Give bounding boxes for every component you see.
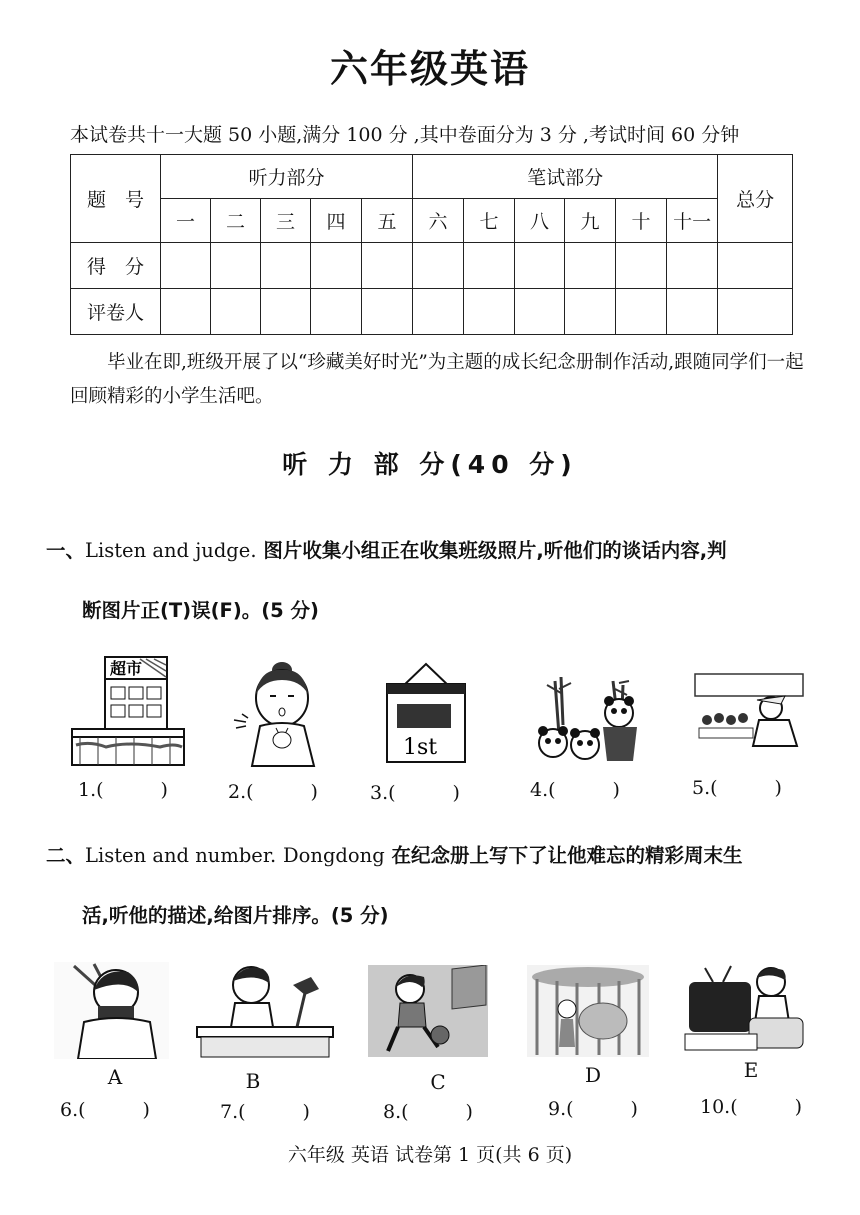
col-6: 六: [413, 199, 464, 243]
grader-cell[interactable]: [413, 289, 464, 335]
col-5: 五: [362, 199, 413, 243]
answer-blank-1[interactable]: 1.( ): [78, 779, 168, 801]
score-cell[interactable]: [261, 243, 311, 289]
row-score-label: 得 分: [71, 243, 161, 289]
q2-prompt-line1: [46, 840, 743, 868]
grader-cell[interactable]: [311, 289, 362, 335]
sneezing-woman-picture: [230, 660, 325, 768]
grader-total-cell[interactable]: [718, 289, 793, 335]
score-cell[interactable]: [515, 243, 565, 289]
col-1: 一: [161, 199, 211, 243]
supermarket-picture: [70, 655, 190, 767]
calendar-picture: [385, 660, 467, 765]
boy-desk-picture: [193, 963, 335, 1058]
score-total-cell[interactable]: [718, 243, 793, 289]
answer-blank-2[interactable]: 2.( ): [228, 781, 318, 803]
picture-label-e: E: [743, 1058, 759, 1082]
score-cell[interactable]: [464, 243, 515, 289]
answer-blank-6[interactable]: 6.( ): [60, 1099, 150, 1121]
score-cell[interactable]: [565, 243, 616, 289]
answer-blank-3[interactable]: 3.( ): [370, 782, 460, 804]
picture-label-d: D: [584, 1063, 602, 1087]
answer-blank-5[interactable]: 5.( ): [692, 777, 782, 799]
q1-english: Listen and judge.: [85, 539, 257, 562]
q2-prompt-line2: 活,听他的描述,给图片排序。(5 分): [82, 904, 389, 927]
grader-cell[interactable]: [362, 289, 413, 335]
col-7: 七: [464, 199, 515, 243]
boy-tv-picture: [683, 962, 805, 1053]
listening-section-title: 听 力 部 分(40 分): [282, 450, 578, 479]
grader-cell[interactable]: [667, 289, 718, 335]
exam-instructions: 本试卷共十一大题 50 小题,满分 100 分 ,其中卷面分为 3 分 ,考试时间 60 分钟: [70, 124, 740, 146]
header-writing: 笔试部分: [413, 155, 718, 199]
col-2: 二: [211, 199, 261, 243]
grader-cell[interactable]: [464, 289, 515, 335]
score-cell[interactable]: [311, 243, 362, 289]
q2-english: Listen and number.: [85, 844, 277, 867]
grader-cell[interactable]: [515, 289, 565, 335]
grader-cell[interactable]: [565, 289, 616, 335]
col-11: 十一: [667, 199, 718, 243]
q1-chinese-1: 图片收集小组正在收集班级照片,听他们的谈话内容,判: [256, 539, 727, 562]
q1-prompt-line2: 断图片正(T)误(F)。(5 分): [82, 599, 319, 622]
score-cell[interactable]: [413, 243, 464, 289]
boy-zoo-picture: [527, 965, 649, 1057]
answer-blank-10[interactable]: 10.( ): [700, 1096, 803, 1118]
intro-paragraph: 毕业在即,班级开展了以“珍藏美好时光”为主题的成长纪念册制作活动,跟随同学们一起回顾精彩的小学生活吧。: [70, 352, 804, 407]
col-9: 九: [565, 199, 616, 243]
col-10: 十: [616, 199, 667, 243]
supermarket-sign: 超市: [110, 659, 143, 678]
header-listening: 听力部分: [161, 155, 413, 199]
q2-name: Dongdong: [283, 844, 385, 867]
answer-blank-7[interactable]: 7.( ): [220, 1101, 310, 1123]
boy-kite-picture: [54, 962, 169, 1059]
boy-basketball-picture: [368, 965, 488, 1057]
header-question-no: 题 号: [71, 155, 161, 243]
grader-cell[interactable]: [211, 289, 261, 335]
answer-blank-4[interactable]: 4.( ): [530, 779, 620, 801]
answer-blank-9[interactable]: 9.( ): [548, 1098, 638, 1120]
score-cell[interactable]: [362, 243, 413, 289]
q2-number: 二、: [46, 844, 86, 867]
score-cell[interactable]: [211, 243, 261, 289]
col-4: 四: [311, 199, 362, 243]
grader-cell[interactable]: [161, 289, 211, 335]
picture-label-b: B: [245, 1069, 261, 1093]
header-total: 总分: [718, 155, 793, 243]
score-cell[interactable]: [667, 243, 718, 289]
picture-label-c: C: [430, 1070, 446, 1094]
page-footer: 六年级 英语 试卷第 1 页(共 6 页): [287, 1144, 573, 1166]
row-grader-label: 评卷人: [71, 289, 161, 335]
q2-chinese-1: 在纪念册上写下了让他难忘的精彩周末生: [384, 844, 743, 867]
grader-cell[interactable]: [616, 289, 667, 335]
page-title: 六年级英语: [329, 46, 530, 91]
q1-number: 一、: [46, 539, 86, 562]
score-table: [70, 154, 793, 335]
col-8: 八: [515, 199, 565, 243]
q1-prompt-line1: [46, 535, 727, 563]
calendar-date: 1st: [403, 735, 438, 760]
col-3: 三: [261, 199, 311, 243]
score-cell[interactable]: [616, 243, 667, 289]
pandas-picture: [533, 675, 645, 763]
picture-label-a: A: [107, 1065, 123, 1089]
score-cell[interactable]: [161, 243, 211, 289]
classroom-picture: [693, 672, 805, 750]
grader-cell[interactable]: [261, 289, 311, 335]
answer-blank-8[interactable]: 8.( ): [383, 1101, 473, 1123]
